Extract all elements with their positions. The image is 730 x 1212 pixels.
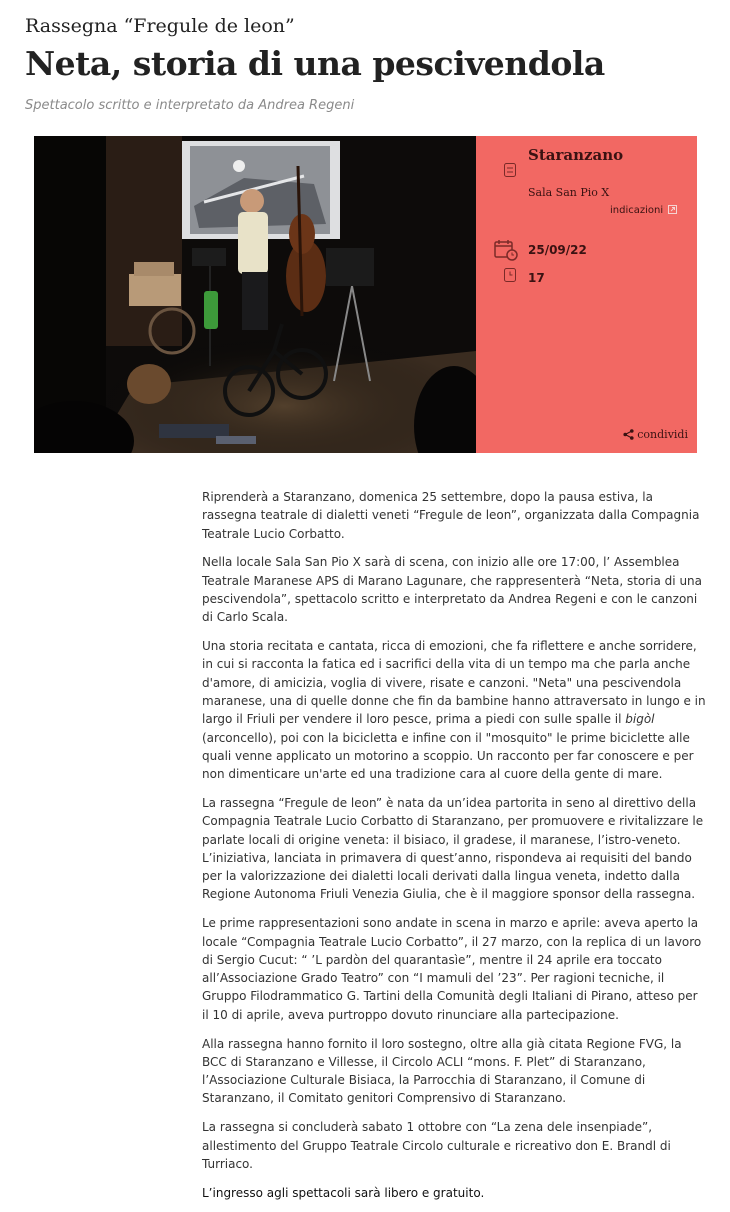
article-paragraph: Nella locale Sala San Pio X sarà di scena, con inizio alle ore 17:00, l’ Assemblea Teatrale Maranese APS di Marano Lagunare, che rappresenterà “Neta, storia di una pescivendola”, spettacolo scritto e interpretato da Andrea Regeni e con le canzoni di Carlo Scala. [202,555,703,625]
article-paragraph: Riprenderà a Staranzano, domenica 25 settembre, dopo la pausa estiva, la rassegna teatrale di dialetti veneti “Fregule de leon”, organizzata dalla Compagnia Teatrale Lucio Corbatto. [202,490,700,541]
directions-link[interactable] [610,205,677,216]
event-city: Staranzano [528,146,624,164]
article-text: (arconcello), poi con la bicicletta e infine con il "mosquito" le prime biciclette alle quali venne applicato un motorino a scoppio. Un racconto per far conoscere e per non dimenticare un'arte ed una tradizione cara al cuore della gente di mare. [202,730,694,782]
event-time: 17 [528,271,545,285]
event-photo [34,136,476,453]
event-hero [34,136,697,453]
clock-icon [504,268,516,282]
share-button[interactable] [623,428,688,441]
event-venue: Sala San Pio X [528,186,610,199]
article-paragraph [202,637,708,783]
page-title: Neta, storia di una pescivendola [25,44,605,83]
article-text: Una storia recitata e cantata, ricca di emozioni, che fa riflettere e anche sorridere, in cui si racconta la fatica ed i sacrifici della vita di un tempo ma che parla anche d'amore, di amicizia, voglia di vivere, risate e canzoni. "Neta" una pescivendola maranese, una di quelle donne che fin da bambine hanno attraversato in lungo e in largo il Friuli per vendere il loro pesce, prima a piedi con sulle spalle il [202,639,706,727]
article-body [202,488,708,1212]
article-paragraph: La rassegna “Fregule de leon” è nata da un’idea partorita in seno al direttivo della Compagnia Teatrale Lucio Corbatto di Staranzano, per promuovere e rivitalizzare le parlate locali di origine veneta: il bisiaco, il gradese, il maranese, l’istro-veneto. L’iniziativa, lanciata in primavera di quest’anno, rispondeva ai requisiti del bando per la valorizzazione dei dialetti locali derivati dalla lingua veneta, indetto dalla Regione Autonoma Friuli Venezia Giulia, che è il maggiore sponsor della rassegna. [202,795,704,902]
share-label: condividi [637,428,688,441]
share-icon [623,429,634,440]
article-italic-term: bigòl [625,712,655,727]
article-closing: L’ingresso agli spettacoli sarà libero e gratuito. [202,1185,485,1200]
article-paragraph: Le prime rappresentazioni sono andate in scena in marzo e aprile: aveva aperto la locale “Compagnia Teatrale Lucio Corbatto”, il 27 marzo, con la replica di un lavoro di Sergio Cucut: “ ’L pardòn del quarantasìe”, mentre il 24 aprile era toccato all’Associazione Grado Teatro” con “I mamuli del ’23”. Per ragioni tecniche, il Gruppo Filodrammatico G. Tartini della Comunità degli Italiani di Pirano, atteso per il 10 di aprile, aveva purtroppo dovuto rinunciare alla partecipazione. [202,916,702,1022]
article-paragraph: La rassegna si concluderà sabato 1 ottobre con “La zena dele insenpiade”, allestimento del Gruppo Teatrale Circolo culturale e ricreativo don E. Brandl di Turriaco. [202,1120,671,1171]
calendar-clock-icon [494,239,518,261]
series-label: Rassegna “Fregule de leon” [25,15,295,37]
article-paragraph: Alla rassegna hanno fornito il loro sostegno, oltre alla già citata Regione FVG, la BCC di Staranzano e Villesse, il Circolo ACLI “mons. F. Plet” di Staranzano, l’Associazione Culturale Bisiaca, la Parrocchia di Staranzano, il Comune di Staranzano, il Comitato genitori Comprensivo di Staranzano. [202,1036,682,1106]
page-subtitle: Spettacolo scritto e interpretato da Andrea Regeni [25,98,355,113]
event-date: 25/09/22 [528,243,587,257]
directions-label: indicazioni [610,205,664,216]
map-marker-icon [504,163,516,177]
event-info-panel [476,136,697,453]
external-link-icon [668,205,677,214]
